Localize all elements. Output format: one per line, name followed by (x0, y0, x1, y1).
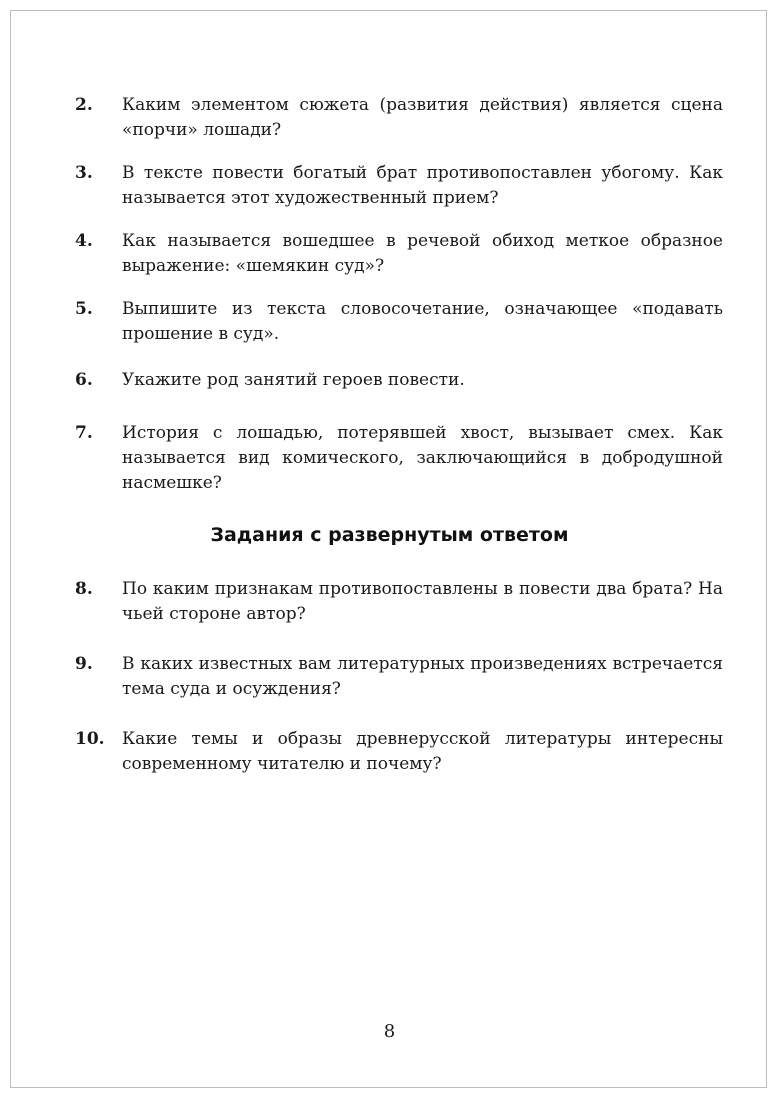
question-6 (75, 368, 723, 393)
question-2 (75, 93, 723, 143)
question-text: Выпишите из текста словосочетание, означающее «подавать прошение в суд». (122, 299, 723, 344)
question-5 (75, 297, 723, 347)
question-text: В тексте повести богатый брат противопоставлен убогому. Как называется этот художественный прием? (122, 163, 723, 208)
question-number: 10. (75, 729, 105, 749)
question-number: 5. (75, 299, 93, 319)
question-number: 8. (75, 579, 93, 599)
question-7 (75, 421, 723, 496)
question-number: 3. (75, 163, 93, 183)
question-number: 4. (75, 231, 93, 251)
question-text: В каких известных вам литературных произведениях встречается тема суда и осуждения? (122, 654, 723, 699)
document-page (10, 10, 767, 1088)
question-number: 7. (75, 423, 93, 443)
section-heading: Задания с развернутым ответом (210, 524, 569, 546)
question-text: По каким признакам противопоставлены в повести два брата? На чьей стороне автор? (122, 579, 723, 624)
page-number: 8 (383, 1021, 396, 1042)
question-10 (75, 727, 723, 777)
question-8 (75, 577, 723, 627)
question-3 (75, 161, 723, 211)
question-number: 6. (75, 370, 93, 390)
question-text: Укажите род занятий героев повести. (122, 370, 465, 390)
question-9 (75, 652, 723, 702)
question-4 (75, 229, 723, 279)
question-number: 9. (75, 654, 93, 674)
question-text: Как называется вошедшее в речевой обиход меткое образное выражение: «шемякин суд»? (122, 231, 723, 276)
question-text: Каким элементом сюжета (развития действия) является сцена «порчи» лошади? (122, 95, 723, 140)
question-number: 2. (75, 95, 93, 115)
question-text: История с лошадью, потерявшей хвост, вызывает смех. Как называется вид комического, заключающийся в добродушной насмешке? (122, 423, 723, 493)
question-text: Какие темы и образы древнерусской литературы интересны современному читателю и почему? (122, 729, 723, 774)
